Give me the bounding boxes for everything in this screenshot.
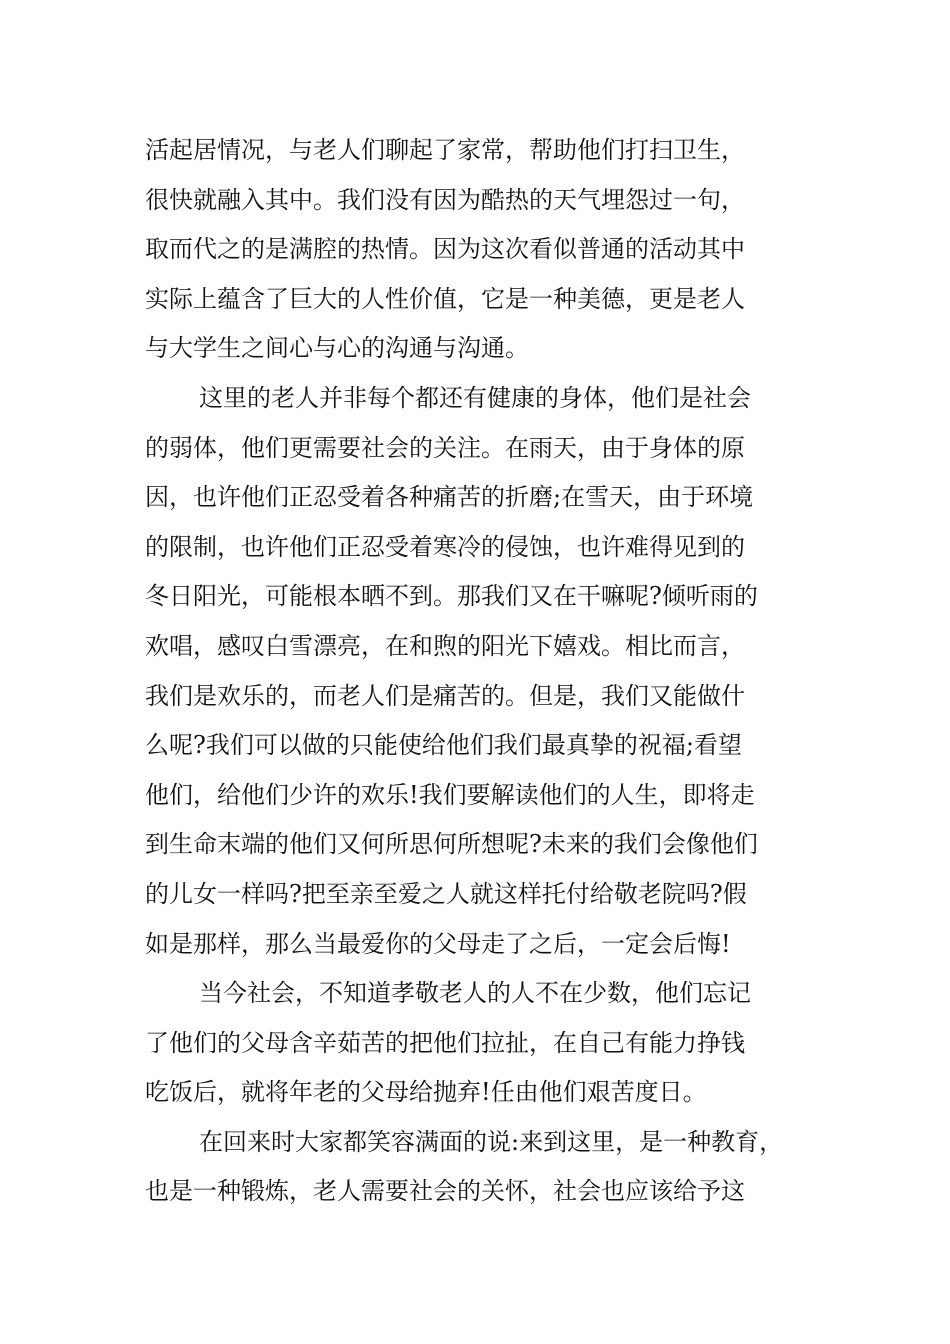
- text-line: 很快就融入其中。我们没有因为酷热的天气埋怨过一句，: [145, 185, 745, 214]
- text-line: 吃饭后，就将年老的父母给抛弃!任由他们艰苦度日。: [145, 1078, 707, 1107]
- paragraph-1: [145, 126, 825, 374]
- text-line: 因，也许他们正忍受着各种痛苦的折磨;在雪天，由于环境: [145, 483, 754, 512]
- text-line: 他们，给他们少许的欢乐!我们要解读他们的人生，即将走: [145, 780, 755, 809]
- text-line: 的儿女一样吗?把至亲至爱之人就这样托付给敬老院吗?假: [145, 879, 747, 908]
- text-line: 的限制，也许他们正忍受着寒冷的侵蚀，也许难得见到的: [145, 532, 745, 561]
- text-line: 也是一种锻炼，老人需要社会的关怀，社会也应该给予这: [145, 1177, 745, 1206]
- text-line-first: 这里的老人并非每个都还有健康的身体，他们是社会: [199, 383, 751, 412]
- body-text: [145, 126, 825, 1217]
- text-line: 到生命末端的他们又何所思何所想呢?未来的我们会像他们: [145, 830, 758, 859]
- text-line: 我们是欢乐的，而老人们是痛苦的。但是，我们又能做什: [145, 681, 745, 710]
- paragraph-2: [145, 374, 825, 969]
- paragraph-3: [145, 969, 825, 1118]
- text-line: 如是那样，那么当最爱你的父母走了之后，一定会后悔!: [145, 929, 731, 958]
- paragraph-4: [145, 1118, 825, 1217]
- text-line: 么呢?我们可以做的只能使给他们我们最真挚的祝福;看望: [145, 731, 742, 760]
- text-line: 活起居情况，与老人们聊起了家常，帮助他们打扫卫生，: [145, 136, 745, 164]
- text-line: 欢唱，感叹白雪漂亮，在和煦的阳光下嬉戏。相比而言，: [145, 631, 745, 660]
- text-line: 了他们的父母含辛茹苦的把他们拉扯，在自己有能力挣钱: [145, 1028, 745, 1057]
- text-line: 取而代之的是满腔的热情。因为这次看似普通的活动其中: [145, 235, 745, 264]
- text-line-first: 在回来时大家都笑容满面的说:来到这里，是一种教育，: [199, 1127, 784, 1156]
- text-line: 的弱体，他们更需要社会的关注。在雨天，由于身体的原: [145, 433, 745, 462]
- text-line: 实际上蕴含了巨大的人性价值，它是一种美德，更是老人: [145, 284, 745, 313]
- text-line: 冬日阳光，可能根本晒不到。那我们又在干嘛呢?倾听雨的: [145, 582, 758, 611]
- text-line: 与大学生之间心与心的沟通与沟通。: [145, 334, 529, 363]
- text-line-first: 当今社会，不知道孝敬老人的人不在少数，他们忘记: [199, 979, 751, 1008]
